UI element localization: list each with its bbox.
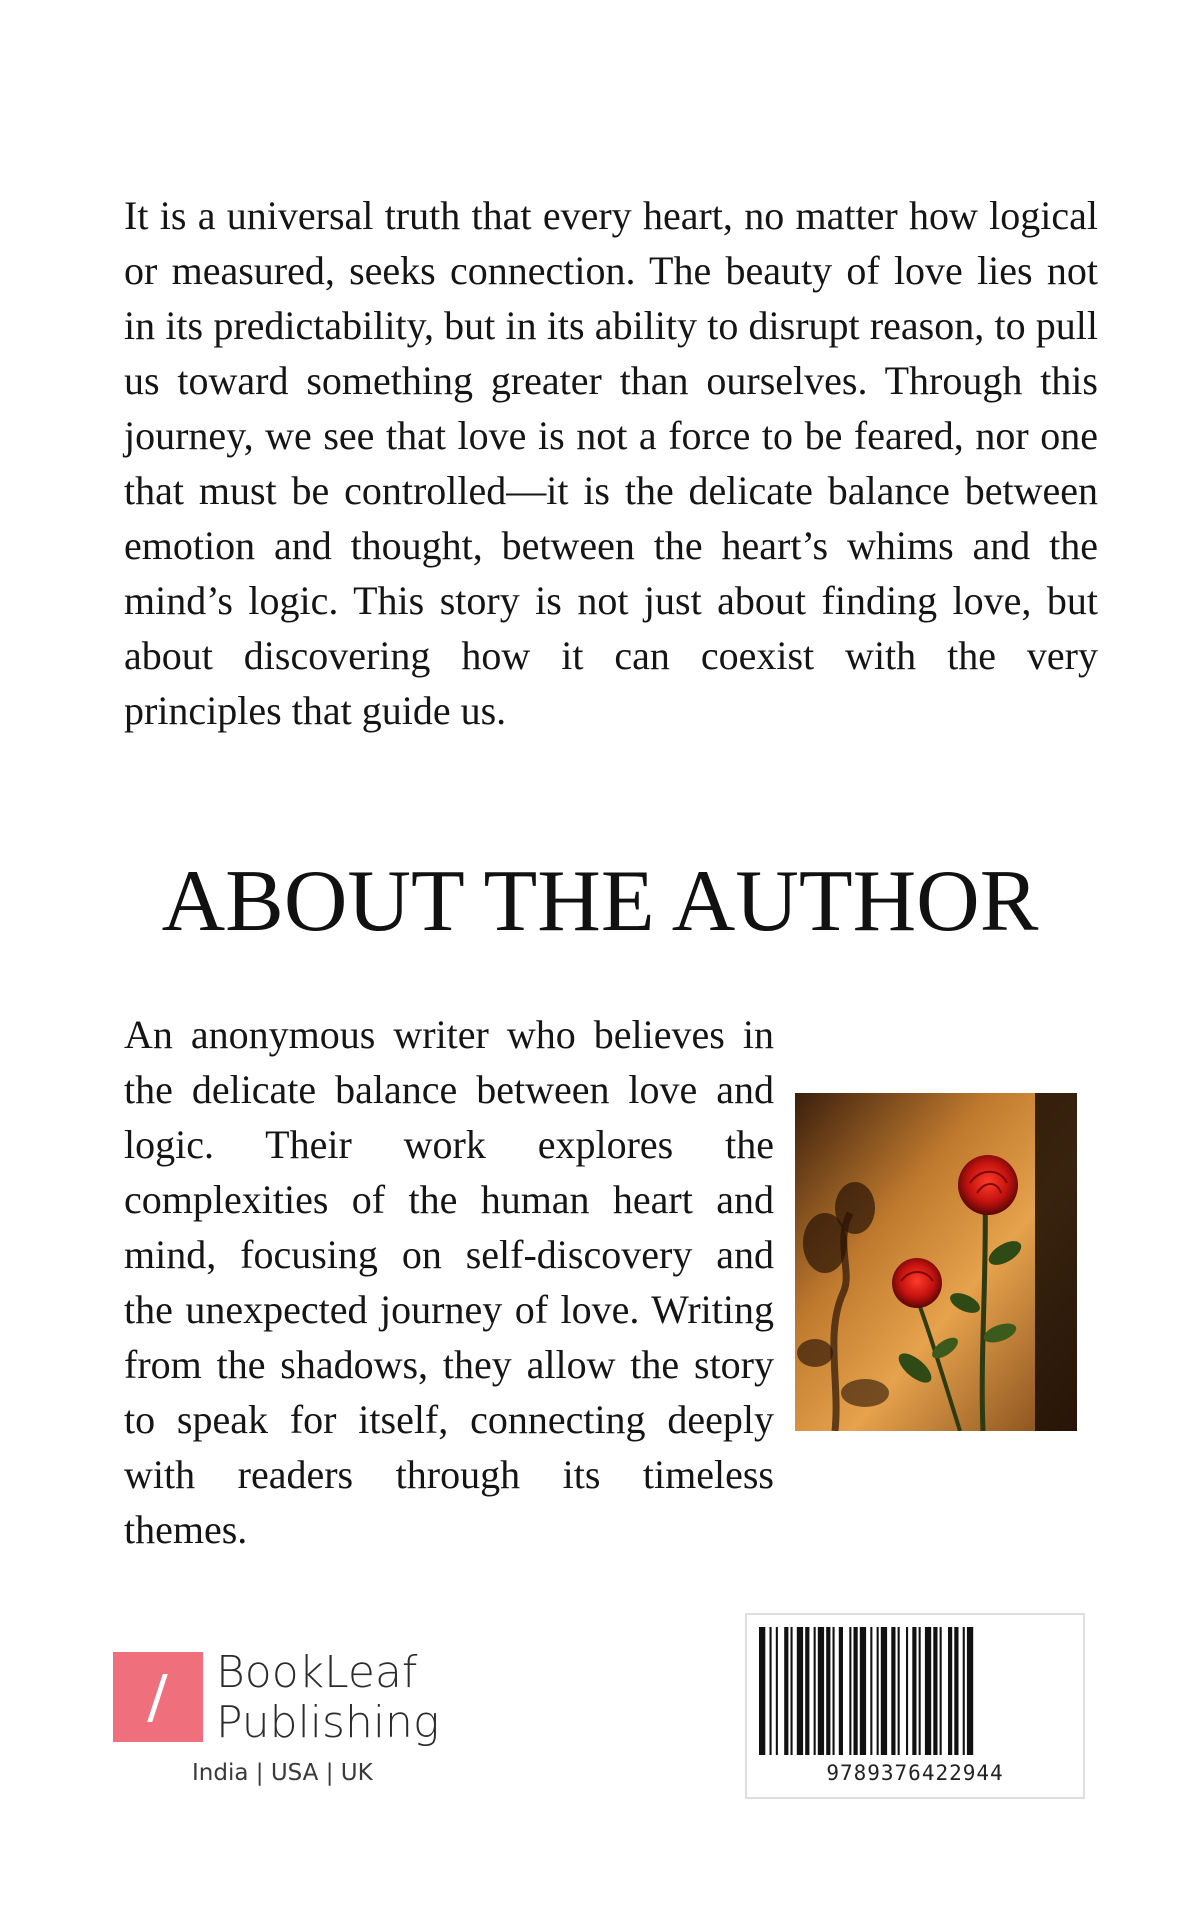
bookleaf-logo-icon [113, 1652, 203, 1742]
about-author-heading: ABOUT THE AUTHOR [161, 853, 1039, 950]
isbn-barcode [745, 1613, 1085, 1799]
barcode-bars-icon [759, 1627, 1071, 1755]
isbn-number: 9789376422944 [826, 1761, 1004, 1785]
author-bio: An anonymous writer who believes in the delicate balance between love and logic. Their work explores the complexities of the human heart and mind, focusing on self-discovery and the unexpected journey of love. Writing from the shadows, they allow the story to speak for itself, connecting deeply with readers through its timeless themes. [124, 1012, 774, 1552]
publisher-logo [113, 1647, 453, 1802]
back-cover-blurb: It is a universal truth that every heart, no matter how logical or measured, seeks connection. The beauty of love lies not in its predictability, but in its ability to disrupt reason, to pull us toward something greater than ourselves. Through this journey, we see that love is not a force to be feared, nor one that must be controlled—it is the delicate balance between emotion and thought, between the heart’s whims and the mind’s logic. This story is not just about finding love, but about discovering how it can coexist with the very principles that guide us. [124, 193, 1098, 733]
publisher-regions: India | USA | UK [192, 1760, 373, 1786]
publisher-name: BookLeaf Publishing [216, 1647, 440, 1748]
red-roses-photo [795, 1093, 1077, 1431]
